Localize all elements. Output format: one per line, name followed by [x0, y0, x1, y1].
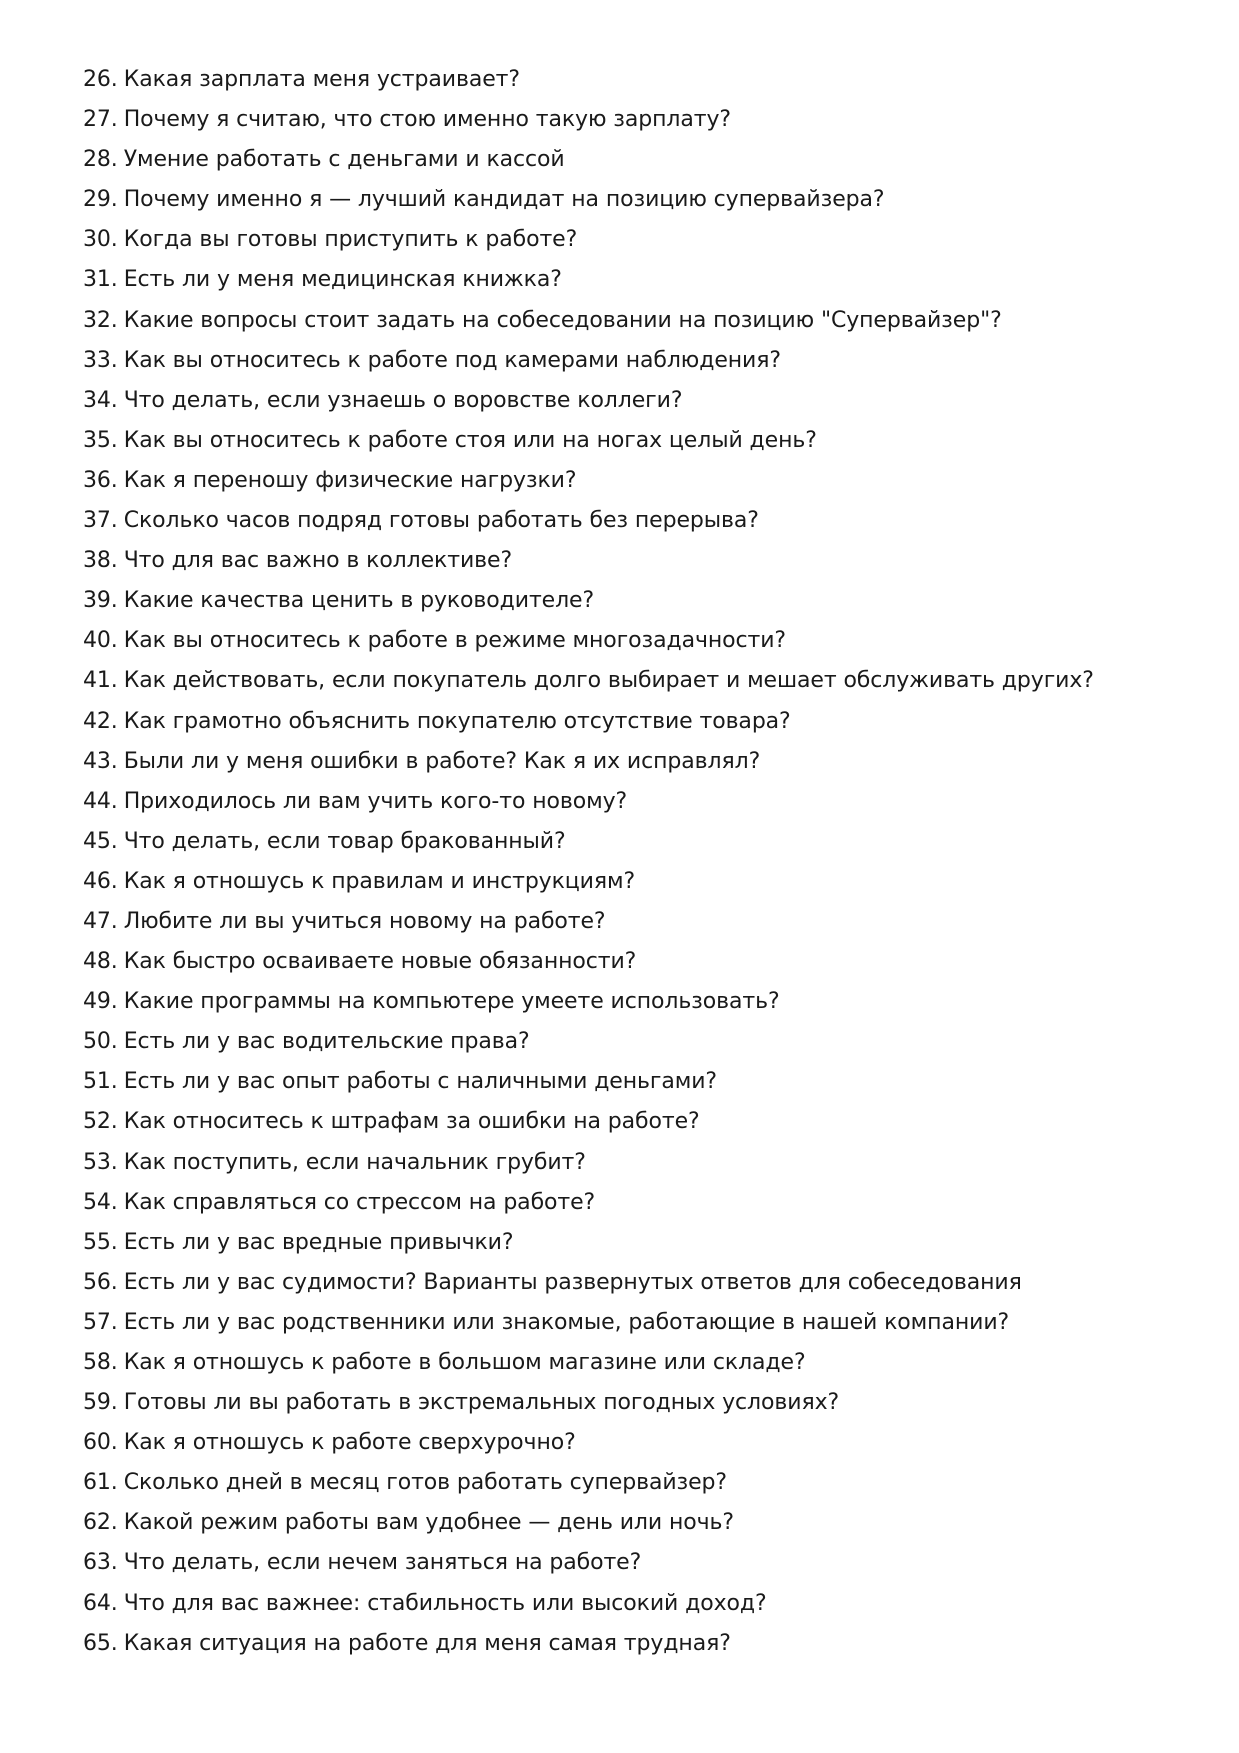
- question-text: Что делать, если узнаешь о воровстве коллеги?: [123, 387, 683, 413]
- list-item: [83, 341, 1183, 381]
- question-number: 62.: [83, 1510, 118, 1536]
- list-item: [83, 1503, 1183, 1543]
- list-item: [83, 1624, 1183, 1664]
- list-item: [83, 461, 1183, 501]
- list-item: [83, 1183, 1183, 1223]
- question-text: Почему именно я — лучший кандидат на позицию супервайзера?: [123, 187, 885, 213]
- list-item: [83, 1423, 1183, 1463]
- question-text: Как я отношусь к правилам и инструкциям?: [123, 868, 636, 894]
- question-text: Как я отношусь к работе в большом магазине или складе?: [123, 1350, 806, 1375]
- question-text: Как поступить, если начальник грубит?: [123, 1149, 586, 1175]
- question-text: Что для вас важно в коллективе?: [123, 548, 513, 574]
- question-number: 28.: [83, 147, 118, 173]
- list-item: [83, 742, 1183, 782]
- question-number: 63.: [83, 1550, 118, 1576]
- question-number: 45.: [83, 828, 118, 854]
- question-number: 31.: [83, 267, 118, 293]
- list-item: [83, 1383, 1183, 1423]
- question-number: 41.: [83, 668, 118, 694]
- list-item: [83, 501, 1183, 541]
- question-number: 55.: [83, 1229, 118, 1255]
- question-number: 36.: [83, 467, 118, 493]
- question-number: 61.: [83, 1470, 118, 1496]
- question-number: 50.: [83, 1029, 118, 1055]
- question-text: Почему я считаю, что стою именно такую зарплату?: [123, 107, 731, 133]
- question-number: 37.: [83, 508, 118, 534]
- question-text: Что для вас важнее: стабильность или высокий доход?: [123, 1590, 767, 1616]
- list-item: [83, 862, 1183, 902]
- question-number: 27.: [83, 107, 118, 133]
- question-number: 38.: [83, 548, 118, 574]
- question-text: Готовы ли вы работать в экстремальных погодных условиях?: [123, 1390, 840, 1416]
- question-text: Какие качества ценить в руководителе?: [123, 588, 595, 614]
- question-text: Какая зарплата меня устраивает?: [123, 67, 520, 92]
- question-text: Были ли у меня ошибки в работе? Как я их исправлял?: [123, 748, 761, 774]
- list-item: [83, 381, 1183, 421]
- question-number: 39.: [83, 588, 118, 614]
- question-number: 58.: [83, 1350, 118, 1375]
- list-item: [83, 1062, 1183, 1102]
- question-number: 34.: [83, 387, 118, 413]
- question-text: Какой режим работы вам удобнее — день или ночь?: [123, 1510, 734, 1536]
- question-text: Есть ли у вас опыт работы с наличными деньгами?: [123, 1069, 717, 1095]
- list-item: [83, 1263, 1183, 1303]
- question-number: 35.: [83, 427, 118, 453]
- question-number: 33.: [83, 347, 118, 373]
- question-number: 48.: [83, 949, 118, 975]
- list-item: [83, 301, 1183, 341]
- list-item: [83, 1102, 1183, 1142]
- question-text: Как я отношусь к работе сверхурочно?: [123, 1430, 576, 1456]
- list-item: [83, 1223, 1183, 1263]
- question-text: Какая ситуация на работе для меня самая трудная?: [123, 1630, 731, 1656]
- list-item: [83, 581, 1183, 621]
- question-text: Есть ли у вас водительские права?: [123, 1029, 530, 1055]
- question-number: 52.: [83, 1109, 118, 1135]
- question-list: [83, 60, 1183, 1664]
- question-number: 40.: [83, 628, 118, 654]
- list-item: [83, 1022, 1183, 1062]
- list-item: [83, 140, 1183, 180]
- question-text: Как вы относитесь к работе стоя или на ногах целый день?: [123, 427, 817, 453]
- question-text: Как быстро осваиваете новые обязанности?: [123, 949, 637, 975]
- question-text: Как действовать, если покупатель долго выбирает и мешает обслуживать других?: [123, 668, 1094, 694]
- list-item: [83, 982, 1183, 1022]
- question-text: Любите ли вы учиться новому на работе?: [123, 908, 606, 934]
- question-text: Сколько дней в месяц готов работать супервайзер?: [123, 1470, 727, 1496]
- question-number: 65.: [83, 1630, 118, 1656]
- question-number: 64.: [83, 1590, 118, 1616]
- question-text: Что делать, если товар бракованный?: [123, 828, 566, 854]
- question-number: 42.: [83, 708, 118, 734]
- list-item: [83, 782, 1183, 822]
- question-text: Сколько часов подряд готовы работать без перерыва?: [123, 508, 759, 534]
- question-number: 32.: [83, 307, 118, 333]
- question-number: 49.: [83, 989, 118, 1015]
- question-text: Как вы относитесь к работе в режиме многозадачности?: [123, 628, 786, 654]
- list-item: [83, 421, 1183, 461]
- question-number: 47.: [83, 908, 118, 934]
- list-item: [83, 60, 1183, 100]
- list-item: [83, 1584, 1183, 1624]
- question-text: Как я переношу физические нагрузки?: [123, 467, 577, 493]
- question-text: Как вы относитесь к работе под камерами наблюдения?: [123, 347, 781, 373]
- question-number: 44.: [83, 788, 118, 814]
- question-number: 54.: [83, 1189, 118, 1215]
- question-text: Есть ли у вас родственники или знакомые, работающие в нашей компании?: [123, 1309, 1010, 1335]
- list-item: [83, 621, 1183, 661]
- question-text: Умение работать с деньгами и кассой: [123, 147, 565, 173]
- question-number: 56.: [83, 1269, 118, 1295]
- question-number: 51.: [83, 1069, 118, 1095]
- question-text: Есть ли у меня медицинская книжка?: [123, 267, 562, 293]
- question-text: Что делать, если нечем заняться на работе?: [123, 1550, 642, 1576]
- list-item: [83, 822, 1183, 862]
- list-item: [83, 220, 1183, 260]
- list-item: [83, 942, 1183, 982]
- question-number: 26.: [83, 67, 118, 92]
- list-item: [83, 902, 1183, 942]
- list-item: [83, 1343, 1183, 1383]
- list-item: [83, 541, 1183, 581]
- list-item: [83, 260, 1183, 300]
- question-number: 59.: [83, 1390, 118, 1416]
- question-text: Приходилось ли вам учить кого-то новому?: [123, 788, 628, 814]
- question-text: Как грамотно объяснить покупателю отсутствие товара?: [123, 708, 791, 734]
- list-item: [83, 661, 1183, 701]
- question-text: Есть ли у вас судимости? Варианты развернутых ответов для собеседования: [123, 1269, 1022, 1295]
- question-text: Есть ли у вас вредные привычки?: [123, 1229, 514, 1255]
- question-number: 29.: [83, 187, 118, 213]
- list-item: [83, 1543, 1183, 1583]
- list-item: [83, 1143, 1183, 1183]
- list-item: [83, 1303, 1183, 1343]
- question-number: 60.: [83, 1430, 118, 1456]
- list-item: [83, 1463, 1183, 1503]
- question-text: Как относитесь к штрафам за ошибки на работе?: [123, 1109, 700, 1135]
- question-text: Какие программы на компьютере умеете использовать?: [123, 989, 780, 1015]
- question-number: 43.: [83, 748, 118, 774]
- question-number: 57.: [83, 1309, 118, 1335]
- question-text: Как справляться со стрессом на работе?: [123, 1189, 596, 1215]
- question-number: 46.: [83, 868, 118, 894]
- list-item: [83, 702, 1183, 742]
- question-number: 30.: [83, 227, 118, 253]
- question-number: 53.: [83, 1149, 118, 1175]
- question-text: Когда вы готовы приступить к работе?: [123, 227, 578, 253]
- list-item: [83, 100, 1183, 140]
- list-item: [83, 180, 1183, 220]
- question-text: Какие вопросы стоит задать на собеседовании на позицию "Супервайзер"?: [123, 307, 1002, 333]
